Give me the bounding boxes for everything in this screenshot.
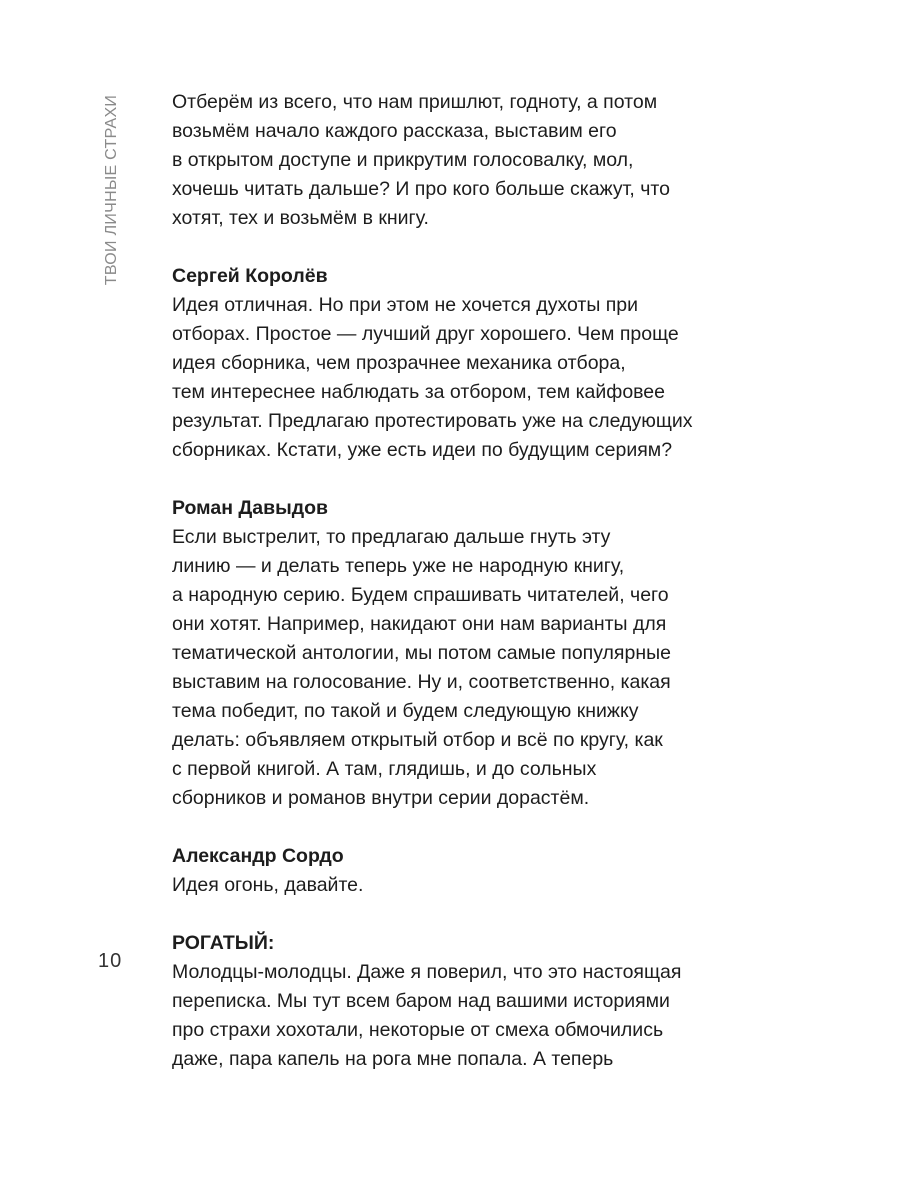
text-line: результат. Предлагаю протестировать уже на следующих: [172, 410, 693, 432]
paragraph: [172, 88, 792, 233]
running-head: ТВОИ ЛИЧНЫЕ СТРАХИ: [103, 94, 120, 286]
speaker-name: РОГАТЫЙ:: [172, 932, 275, 954]
text-line: переписка. Мы тут всем баром над вашими историями: [172, 990, 670, 1012]
text-line: тем интереснее наблюдать за отбором, тем кайфовее: [172, 381, 665, 403]
dialogue-entry: [172, 842, 792, 900]
text-line: Отберём из всего, что нам пришлют, годноту, а потом: [172, 91, 658, 113]
text-line: даже, пара капель на рога мне попала. А теперь: [172, 1048, 614, 1070]
text-line: линию — и делать теперь уже не народную книгу,: [172, 555, 625, 577]
text-line: возьмём начало каждого рассказа, выставим его: [172, 120, 617, 142]
text-line: они хотят. Например, накидают они нам варианты для: [172, 613, 667, 635]
text-line: выставим на голосование. Ну и, соответственно, какая: [172, 671, 671, 693]
text-line: хочешь читать дальше? И про кого больше скажут, что: [172, 178, 670, 200]
text-line: делать: объявляем открытый отбор и всё по кругу, как: [172, 729, 663, 751]
speaker-name: Александр Сордо: [172, 845, 344, 867]
text-line: Идея огонь, давайте.: [172, 874, 364, 896]
text-line: Молодцы-молодцы. Даже я поверил, что это настоящая: [172, 961, 682, 983]
text-line: сборниках. Кстати, уже есть идеи по будущим сериям?: [172, 439, 673, 461]
text-line: идея сборника, чем прозрачнее механика отбора,: [172, 352, 626, 374]
text-line: тема победит, по такой и будем следующую книжку: [172, 700, 639, 722]
page-body: [172, 88, 792, 1103]
text-line: Идея отличная. Но при этом не хочется духоты при: [172, 294, 639, 316]
speaker-name: Роман Давыдов: [172, 497, 329, 519]
speaker-name: Сергей Королёв: [172, 265, 328, 287]
text-line: сборников и романов внутри серии дорастём.: [172, 787, 590, 809]
text-line: в открытом доступе и прикрутим голосовалку, мол,: [172, 149, 634, 171]
dialogue-entry: [172, 494, 792, 813]
text-line: хотят, тех и возьмём в книгу.: [172, 207, 429, 229]
text-line: Если выстрелит, то предлагаю дальше гнуть эту: [172, 526, 611, 548]
dialogue-entry: [172, 262, 792, 465]
text-line: а народную серию. Будем спрашивать читателей, чего: [172, 584, 669, 606]
dialogue-entry: [172, 929, 792, 1074]
page-number: 10: [98, 950, 123, 972]
text-line: тематической антологии, мы потом самые популярные: [172, 642, 671, 664]
text-line: с первой книгой. А там, глядишь, и до сольных: [172, 758, 597, 780]
text-line: отборах. Простое — лучший друг хорошего. Чем проще: [172, 323, 679, 345]
text-line: про страхи хохотали, некоторые от смеха обмочились: [172, 1019, 664, 1041]
